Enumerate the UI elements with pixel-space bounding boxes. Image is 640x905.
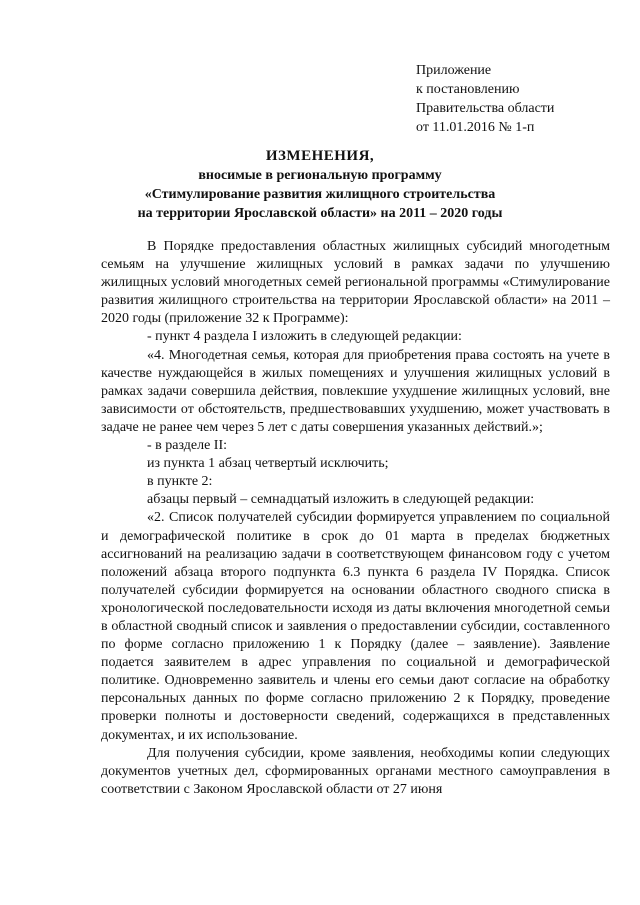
body-paragraph: «2. Список получателей субсидии формируется управлением по социальной и демографической политике в срок до 01 марта в пределах бюджетных ассигнований на реализацию задачи в соответствующем финансовом году с учетом положений абзаца второго подпункта 6.3 пункта 6 раздела IV Порядка. Список получателей субсидии формируется на основании областного сводного списка в хронологической последовательности исходя из даты включения многодетной семьи в областной сводный список и заявления о предоставлении субсидии, составленного по форме согласно приложению 1 к Порядку (далее – заявление). Заявление подается заявителем в адрес управления по социальной и демографической политике. Одновременно заявитель и члены его семьи дают согласие на обработку персональных данных по форме согласно приложению 2 к Порядку, проведение проверки полноты и достоверности сведений, содержащихся в представленных документах, и их использование. — [101, 510, 610, 743]
appendix-note — [416, 61, 616, 137]
body-paragraph: «4. Многодетная семья, которая для приобретения права состоять на учете в качестве нуждающейся в жилых помещениях и улучшения жилищных условий в рамках задачи совершила действия, повлекшие ухудшение жилищных условий, вне зависимости от обстоятельств, предшествовавших ухудшению, может участвовать в задаче не ранее чем через 5 лет с даты совершения указанных действий.»; — [101, 347, 610, 435]
body-paragraph: В Порядке предоставления областных жилищных субсидий многодетным семьям на улучшение жилищных условий в рамках задачи по улучшению жилищных условий многодетных семей региональной программы «Стимулирование развития жилищного строительства на территории Ярославской области» на 2011 – 2020 годы (приложение 32 к Программе): — [101, 239, 610, 327]
appendix-line: от 11.01.2016 № 1-п — [416, 120, 535, 135]
appendix-line: Правительства области — [416, 101, 555, 116]
body-paragraph: в пункте 2: — [147, 474, 213, 490]
body-paragraph: Для получения субсидии, кроме заявления, необходимы копии следующих документов учетных дел, сформированных органами местного самоуправления в соответствии с Законом Ярославской области от 27 июня — [101, 745, 610, 797]
body-paragraph: - в разделе II: — [147, 438, 228, 454]
appendix-line: к постановлению — [416, 82, 520, 97]
document-body — [101, 238, 610, 799]
heading-line: вносимые в региональную программу — [198, 168, 442, 183]
heading-title: ИЗМЕНЕНИЯ, — [265, 148, 375, 164]
body-paragraph: абзацы первый – семнадцатый изложить в следующей редакции: — [147, 492, 535, 508]
document-heading — [80, 147, 560, 223]
body-paragraph: - пункт 4 раздела I изложить в следующей редакции: — [147, 329, 462, 345]
body-paragraph: из пункта 1 абзац четвертый исключить; — [147, 456, 389, 472]
heading-line: «Стимулирование развития жилищного строительства — [144, 187, 496, 202]
heading-line: на территории Ярославской области» на 2011 – 2020 годы — [137, 206, 503, 221]
appendix-line: Приложение — [416, 63, 492, 78]
